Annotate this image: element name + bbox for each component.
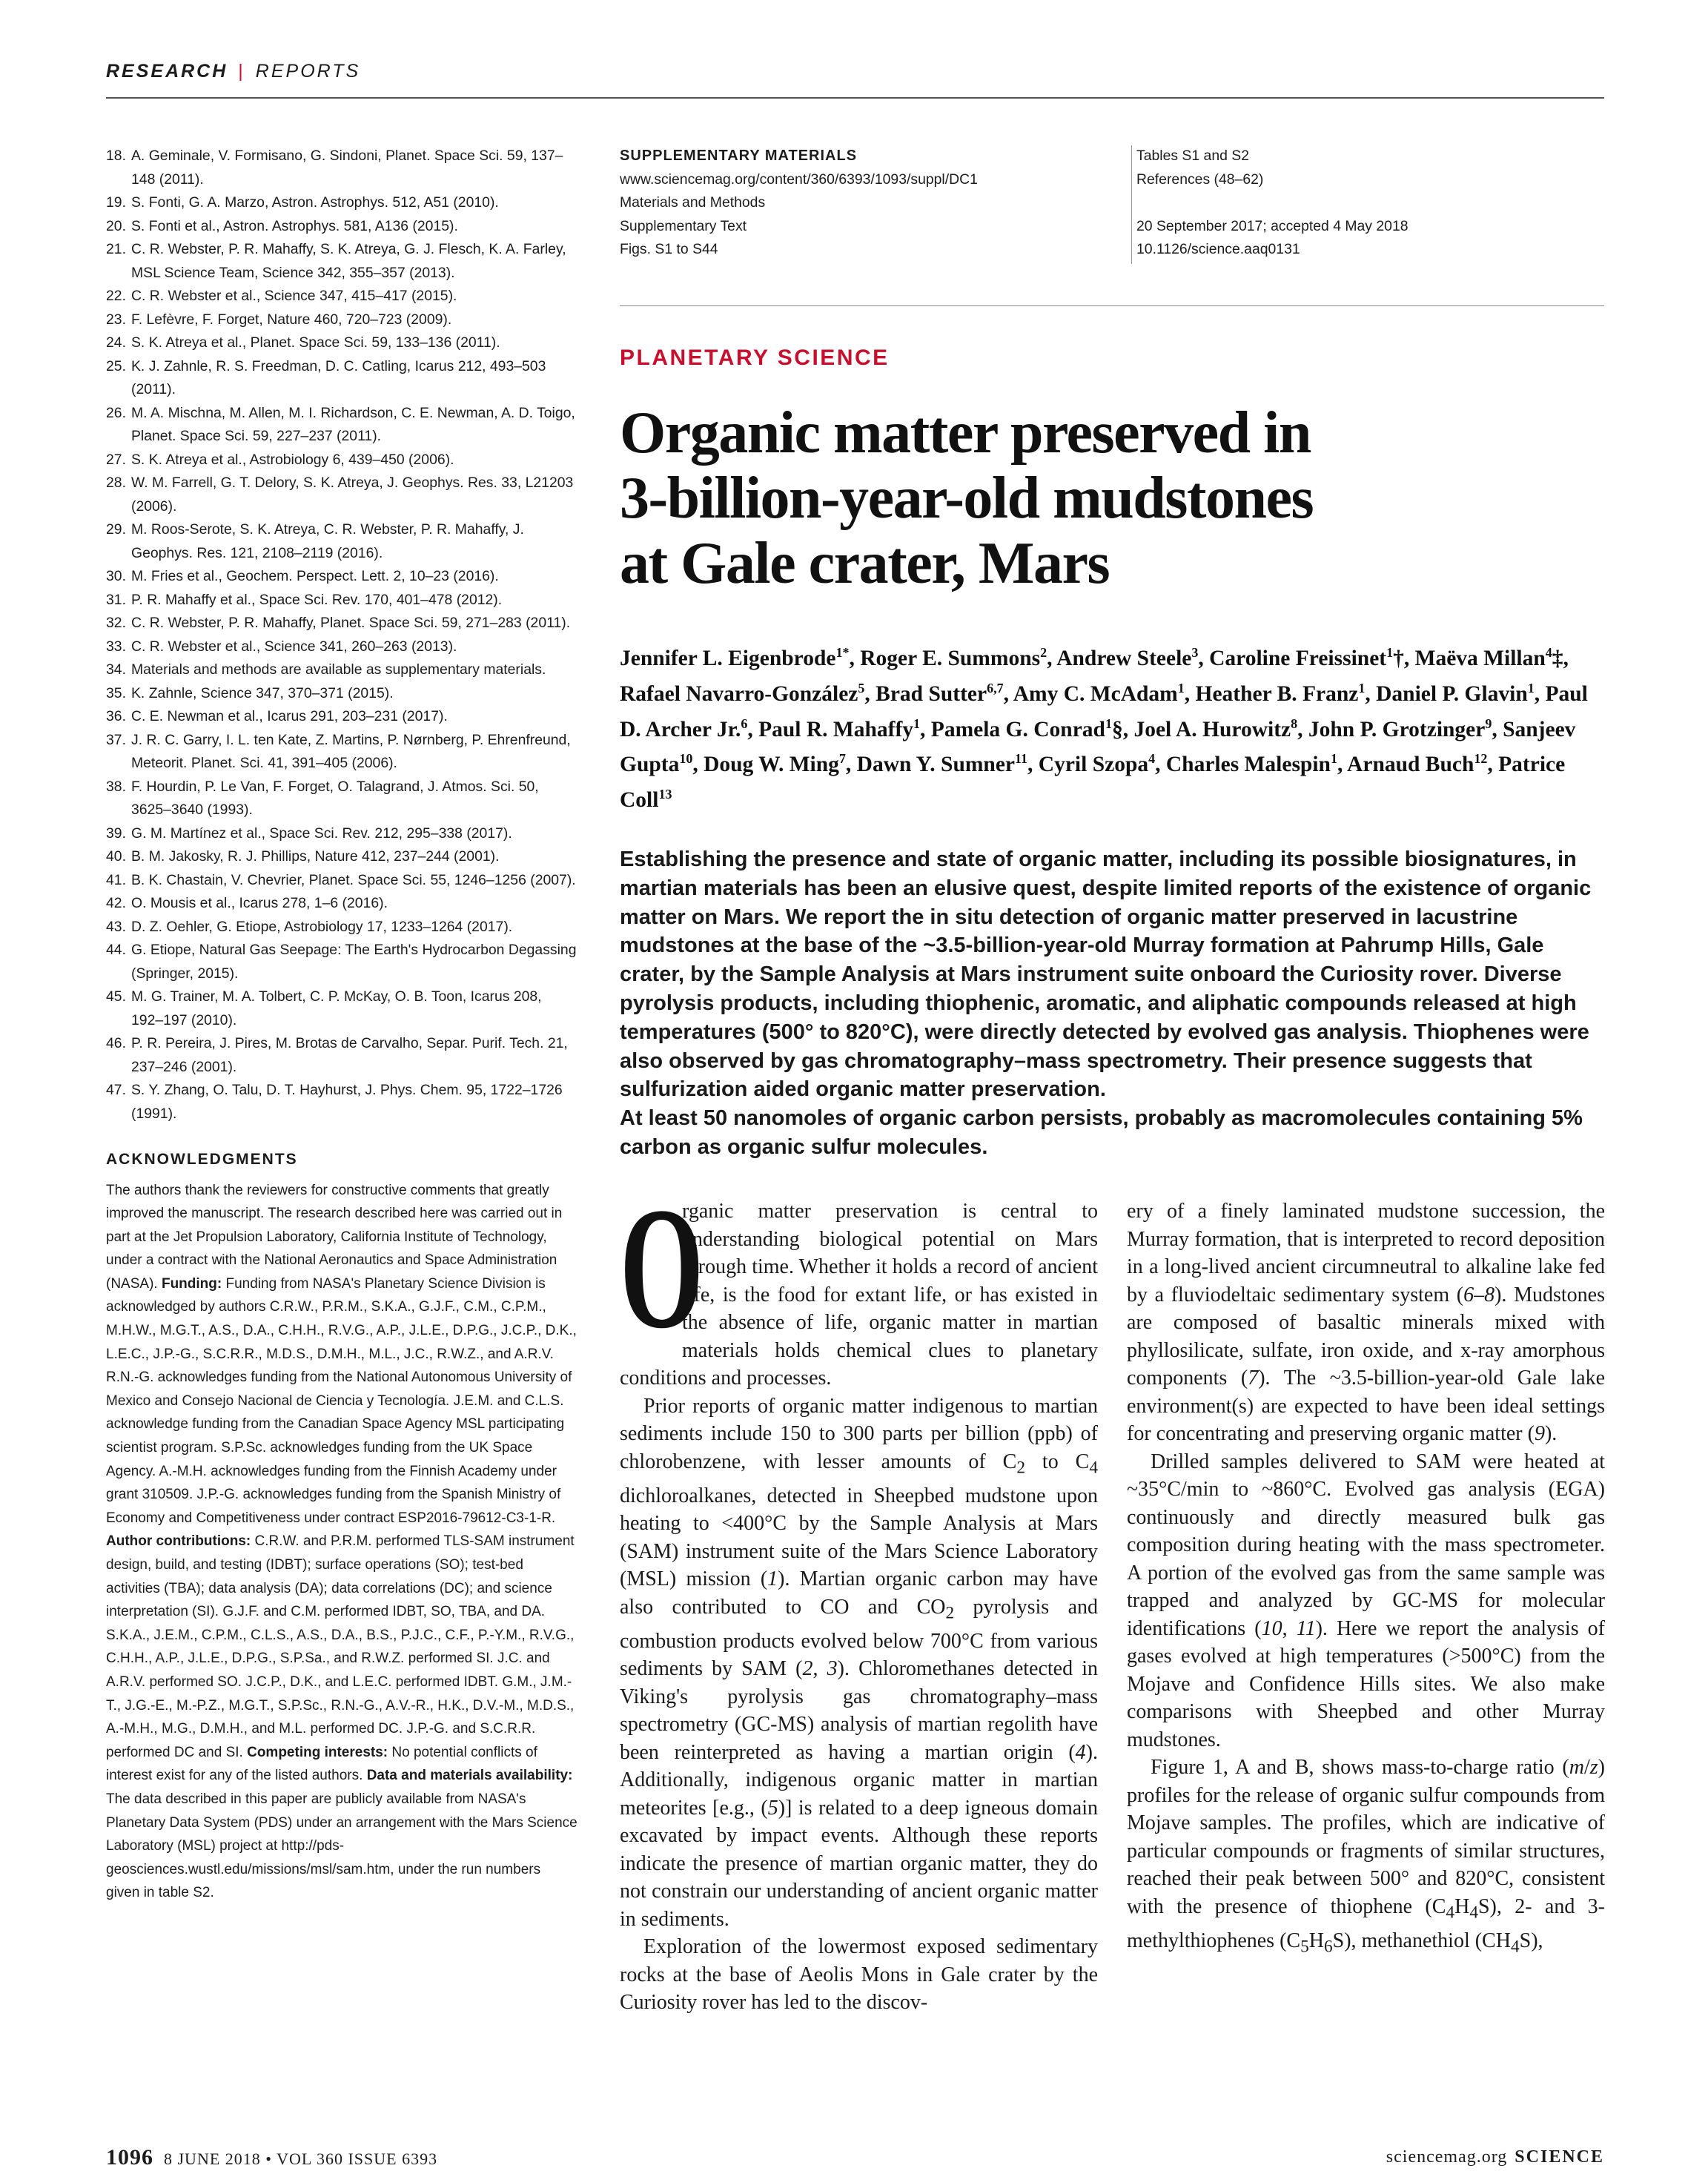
reference-number: 36. [106,708,126,724]
doi[interactable]: 10.1126/science.aaq0131 [1136,241,1300,257]
ack-competing-label: Competing interests: [247,1744,388,1760]
body-paragraph: Drilled samples delivered to SAM were heated at ~35°C/min to ~860°C. Evolved gas analysis (EGA) continuously and directly measured bulk gas composition during heating with the mass spectrometer. A portion of the evolved gas from the same sample was trapped and analyzed by GC-MS for molecular identifications (10, 11). Here we report the analysis of gases evolved at high temperatures (>500°C) from the Mojave and Confidence Hills sites. We also make comparisons with Sheepbed and other Murray mudstones. [1127,1450,1605,1751]
running-header [106,61,1604,82]
reference-item [106,145,577,191]
journal-brand: SCIENCE [1515,2147,1604,2167]
reference-item [106,308,577,332]
reference-number: 44. [106,942,126,958]
ack-funding-label: Funding: [161,1275,222,1292]
body-column-2 [1127,1197,1605,1961]
body-paragraph: O rganic matter preservation is central to understanding biological potential on Mars through time. Whether it holds a record of ancient life, is the food for extant life, or has existed in the absence of life, organic matter in martian materials holds chemical clues to planetary conditions and processes. [620,1172,1098,1390]
reference-item [106,191,577,215]
ack-contrib-label: Author contributions: [106,1533,251,1550]
reference-text: G. Etiope, Natural Gas Seepage: The Earth's Hydrocarbon Degassing (Springer, 2015). [131,942,577,982]
header-separator: | [238,61,245,82]
ack-competing: No potential conflicts of interest exist for any of the listed authors. [106,1744,537,1784]
reference-item [106,238,577,285]
reference-number: 37. [106,731,126,748]
reference-text: M. G. Trainer, M. A. Tolbert, C. P. McKay, O. B. Toon, Icarus 208, 192–197 (2010). [131,988,542,1028]
ack-data-label: Data and materials availability: [366,1768,573,1784]
abstract [620,845,1606,1162]
reference-number: 31. [106,591,126,608]
header-rule [106,97,1604,99]
reference-item [106,682,577,706]
reference-text: O. Mousis et al., Icarus 278, 1–6 (2016). [131,895,388,911]
reference-item [106,518,577,565]
reference-number: 41. [106,871,126,888]
reference-number: 42. [106,895,126,911]
reference-item [106,845,577,869]
title-line: 3-billion-year-old mudstones [620,466,1314,531]
reference-number: 33. [106,638,126,655]
body-paragraph: Prior reports of organic matter indigenous to martian sediments include 150 to 300 parts per billion (ppb) of chlorobenzene, with lesser amounts of $C_2$ to $C_4$ dichloroalkanes, detected in Sheepbed mudstone upon heating to <400°C by the Sample Analysis at Mars (SAM) instrument suite of the Mars Science Laboratory (MSL) mission (1). Martian organic carbon may have also contributed to CO and $CO_2$ pyrolysis and combustion products evolved below 700°C from various sediments by SAM (2, 3). Chloromethanes detected in Viking's pyrolysis gas chromatography–mass spectrometry (GC-MS) analysis of martian regolith have been reinterpreted as having a martian origin (4). Additionally, indigenous organic matter in martian meteorites [e.g., (5)] is related to a deep igneous domain excavated by impact events. Although these reports indicate the presence of martian organic matter, they do not constrain our understanding of ancient organic matter in sediments. [620,1394,1099,1931]
reference-number: 34. [106,661,126,678]
reference-text: C. E. Newman et al., Icarus 291, 203–231 (2017). [131,708,448,724]
reference-number: 21. [106,241,126,257]
footer-left [106,2145,437,2170]
drop-cap: O [620,1172,704,1364]
abstract-paragraph: At least 50 nanomoles of organic carbon persists, probably as macromolecules containing 5% carbon as organic sulfur molecules. [620,1106,1583,1159]
reference-number: 35. [106,684,126,701]
supplementary-line: Figs. S1 to S44 [620,241,718,257]
supplementary-materials [620,145,1109,262]
reference-item [106,705,577,729]
reference-number: 27. [106,451,126,468]
reference-item [106,892,577,916]
body-paragraph: Figure 1, A and B, shows mass-to-charge ratio (m/z) profiles for the release of organic sulfur compounds from Mojave samples. The profiles, which are indicative of particular compounds or fragments of similar structures, reached their peak between 500° and 820°C, consistent with the presence of thiophene $(C_4H_4S)$, 2- and 3-methylthiophenes $(C_5H_6S)$, methanethiol $(CH_4S)$, [1127,1756,1605,1957]
reference-number: 26. [106,404,126,421]
reference-text: S. Fonti, G. A. Marzo, Astron. Astrophys. 512, A51 (2010). [131,194,499,211]
reference-text: C. R. Webster et al., Science 341, 260–263 (2013). [131,638,457,655]
reference-item [106,355,577,402]
reference-item [106,916,577,939]
reference-item [106,985,577,1032]
acknowledgments-title: ACKNOWLEDGMENTS [106,1151,298,1168]
body-paragraph: ery of a finely laminated mudstone succession, the Murray formation, that is interpreted to record deposition in a long-lived ancient circumneutral to alkaline lake fed by a fluviodeltaic sedimentary system (6–8). Mudstones are composed of basaltic minerals mixed with phyllosilicate, sulfate, iron oxide, and x-ray amorphous components (7). The ~3.5-billion-year-old Gale lake environment(s) are expected to have been ideal settings for concentrating and preserving organic matter (9). [1127,1200,1605,1445]
page-number: 1096 [106,2145,153,2170]
supplementary-title: SUPPLEMENTARY MATERIALS [620,148,858,164]
supplementary-right [1136,145,1581,262]
reference-item [106,565,577,589]
acknowledgments-body [106,1179,577,1905]
reference-number: 22. [106,288,126,304]
reference-item [106,449,577,472]
article-kicker: PLANETARY SCIENCE [620,346,890,370]
title-line: Organic matter preserved in [620,400,1311,466]
supplementary-url[interactable]: www.sciencemag.org/content/360/6393/1093/suppl/DC1 [620,171,978,188]
reference-item [106,472,577,518]
reference-item [106,635,577,659]
reference-text: S. Y. Zhang, O. Talu, D. T. Hayhurst, J. Phys. Chem. 95, 1722–1726 (1991). [131,1082,563,1122]
reference-text: A. Geminale, V. Formisano, G. Sindoni, Planet. Space Sci. 59, 137–148 (2011). [131,148,563,188]
ack-contrib: C.R.W. and P.R.M. performed TLS-SAM instrument design, build, and testing (IDBT); surface operations (SO); test-bed activities (TBA); data analysis (DA); data correlations (DC); and science interpretation (SI). G.J.F. and C.M. performed IDBT, SO, TBA, and DA. S.K.A., J.E.M., C.P.M., C.L.S., A.S., D.A., B.S., P.J.C., C.F., P.-Y.M., R.V.G., C.H.H., A.P., J.L.E., D.P.G., S.P.Sa., and R.W.Z. performed SI. J.C. and A.R.V. performed SO. J.C.P., D.K., and L.E.C. performed IDBT. G.M., J.M.-T., J.G.-E., M.-P.Z., M.G.T., S.P.Sc., R.N.-G., A.V.-R., H.K., D.V.-M., M.D.S., A.-M.H., M.G., D.M.H., and M.L. performed DC. J.P.-G. and S.C.R.R. performed DC and SI. [106,1533,575,1760]
reference-text: W. M. Farrell, G. T. Delory, S. K. Atreya, J. Geophys. Res. 33, L21203 (2006). [131,475,574,515]
reference-item [106,729,577,776]
reference-text: F. Lefèvre, F. Forget, Nature 460, 720–723 (2009). [131,311,452,328]
supplementary-line: Supplementary Text [620,217,747,234]
supplementary-line: Materials and Methods [620,194,766,211]
reference-text: S. K. Atreya et al., Astrobiology 6, 439–450 (2006). [131,451,454,468]
left-column [106,145,577,1905]
reference-item [106,589,577,612]
reference-text: B. M. Jakosky, R. J. Phillips, Nature 412, 237–244 (2001). [131,848,500,865]
reference-text: P. R. Mahaffy et al., Space Sci. Rev. 170, 401–478 (2012). [131,591,503,608]
reference-number: 47. [106,1082,126,1098]
reference-number: 28. [106,475,126,491]
reference-text: M. Roos-Serote, S. K. Atreya, C. R. Webster, P. R. Mahaffy, J. Geophys. Res. 121, 2108–2119 (2016). [131,521,524,561]
reference-item [106,285,577,308]
body-paragraph: Exploration of the lowermost exposed sedimentary rocks at the base of Aeolis Mons in Gale crater by the Curiosity rover has led to the discov- [620,1935,1098,2015]
reference-number: 29. [106,521,126,538]
reference-number: 45. [106,988,126,1005]
reference-item [106,1079,577,1126]
title-line: at Gale crater, Mars [620,531,1110,596]
reference-text: M. A. Mischna, M. Allen, M. I. Richardson, C. E. Newman, A. D. Toigo, Planet. Space Sci. 59, 227–237 (2011). [131,404,575,444]
reference-text: K. J. Zahnle, R. S. Freedman, D. C. Catling, Icarus 212, 493–503 (2011). [131,357,546,397]
reference-item [106,776,577,822]
reference-text: P. R. Pereira, J. Pires, M. Brotas de Carvalho, Separ. Purif. Tech. 21, 237–246 (2001). [131,1035,568,1075]
reference-number: 32. [106,615,126,631]
reference-text: G. M. Martínez et al., Space Sci. Rev. 212, 295–338 (2017). [131,825,512,842]
supplementary-line: References (48–62) [1136,171,1264,188]
supplementary-divider [1131,145,1132,264]
reference-number: 30. [106,568,126,584]
reference-number: 23. [106,311,126,328]
reference-item [106,822,577,846]
reference-number: 20. [106,217,126,234]
reference-item [106,658,577,682]
ack-intro: The authors thank the reviewers for constructive comments that greatly improved the manuscript. The research described here was carried out in part at the Jet Propulsion Laboratory, California Institute of Technology, under a contract with the National Aeronautics and Space Administration (NASA). [106,1182,563,1292]
issue-info: 8 JUNE 2018 • VOL 360 ISSUE 6393 [164,2150,438,2168]
reference-text: F. Hourdin, P. Le Van, F. Forget, O. Talagrand, J. Atmos. Sci. 50, 3625–3640 (1993). [131,778,539,818]
footer-right [1386,2147,1604,2167]
article-title [620,400,1583,596]
reference-list [106,145,577,1126]
abstract-paragraph: Establishing the presence and state of organic matter, including its possible biosignatures, in martian materials has been an elusive quest, despite limited reports of the existence of organic matter on Mars. We report the in situ detection of organic matter preserved in lacustrine mudstones at the base of the ~3.5-billion-year-old Murray formation at Pahrump Hills, Gale crater, by the Sample Analysis at Mars instrument suite onboard the Curiosity rover. Diverse pyrolysis products, including thiophenic, aromatic, and aliphatic compounds released at high temperatures (500° to 820°C), were directly detected by evolved gas analysis. Thiophenes were also observed by gas chromatography–mass spectrometry. Their presence suggests that sulfurization aided organic matter preservation. [620,848,1592,1102]
reference-item [106,939,577,985]
reference-number: 18. [106,148,126,164]
reference-item [106,215,577,239]
reference-text: J. R. C. Garry, I. L. ten Kate, Z. Martins, P. Nørnberg, P. Ehrenfreund, Meteorit. Planet. Sci. 41, 391–405 (2006). [131,731,571,771]
reference-number: 46. [106,1035,126,1051]
reference-text: M. Fries et al., Geochem. Perspect. Lett. 2, 10–23 (2016). [131,568,499,584]
ack-funding: Funding from NASA's Planetary Science Division is acknowledged by authors C.R.W., P.R.M., S.K.A., G.J.F., C.M., C.P.M., M.H.W., M.G.T., A.S., D.A., C.H.H., R.V.G., A.P., J.L.E., D.P.G., J.C.P., D.K., L.E.C., J.P.-G., S.C.R.R., M.D.S., D.M.H., M.L., J.C., R.W.Z., and A.R.V. R.N.-G. acknowledges funding from the National Autonomous University of Mexico and Consejo Nacional de Ciencia y Tecnología. J.E.M. and C.L.S. acknowledge funding from the Canadian Space Agency MSL participating scientist program. S.P.Sc. acknowledges funding from the UK Space Agency. A.-M.H. acknowledges funding from the Finnish Academy under grant 310509. J.P.-G. acknowledges funding from the Spanish Ministry of Economy and Competitiveness under contract ESP2016-79612-C3-1-R. [106,1275,577,1526]
reference-item [106,612,577,635]
reference-number: 24. [106,334,126,351]
reference-item [106,1032,577,1079]
section-label: RESEARCH [106,61,228,82]
supplementary-line: Tables S1 and S2 [1136,148,1249,164]
subsection-label: REPORTS [255,61,361,82]
reference-number: 39. [106,825,126,842]
reference-item [106,331,577,355]
body-column-1 [620,1172,1099,2017]
reference-number: 43. [106,918,126,935]
reference-item [106,402,577,449]
reference-text: C. R. Webster et al., Science 347, 415–417 (2015). [131,288,457,304]
reference-item [106,869,577,893]
reference-text: S. K. Atreya et al., Planet. Space Sci. 59, 133–136 (2011). [131,334,500,351]
author-list: Jennifer L. Eigenbrode$^{1*}$, Roger E. Summons$^2$, Andrew Steele$^3$, Caroline Freissinet$^1$†, Maëva Millan$^4$‡, Rafael Navarro-González$^5$, Brad Sutter$^{6,7}$, Amy C. McAdam$^1$, Heather B. Franz$^1$, Daniel P. Glavin$^1$, Paul D. Archer Jr.$^6$, Paul R. Mahaffy$^1$, Pamela G. Conrad$^1$§, Joel A. Hurowitz$^8$, John P. Grotzinger$^9$, Sanjeev Gupta$^{10}$, Doug W. Ming$^7$, Dawn Y. Sumner$^{11}$, Cyril Szopa$^4$, Charles Malespin$^1$, Arnaud Buch$^{12}$, Patrice Coll$^{13}$ [620,645,1588,813]
reference-number: 19. [106,194,126,211]
reference-text: D. Z. Oehler, G. Etiope, Astrobiology 17, 1233–1264 (2017). [131,918,513,935]
footer-site[interactable]: sciencemag.org [1386,2147,1508,2167]
reference-text: C. R. Webster, P. R. Mahaffy, Planet. Space Sci. 59, 271–283 (2011). [131,615,571,631]
reference-text: B. K. Chastain, V. Chevrier, Planet. Space Sci. 55, 1246–1256 (2007). [131,871,576,888]
reference-number: 38. [106,778,126,795]
reference-text: K. Zahnle, Science 347, 370–371 (2015). [131,684,394,701]
ack-data: The data described in this paper are publicly available from NASA's Planetary Data System (PDS) under an arrangement with the Mars Science Laboratory (MSL) project at http://pds-geosciences.wustl.edu/missions/msl/sam.htm, under the run numbers given in table S2. [106,1791,577,1901]
reference-text: S. Fonti et al., Astron. Astrophys. 581, A136 (2015). [131,217,458,234]
reference-number: 25. [106,357,126,374]
reference-number: 40. [106,848,126,865]
reference-text: C. R. Webster, P. R. Mahaffy, S. K. Atreya, G. J. Flesch, K. A. Farley, MSL Science Team, Science 342, 355–357 (2013). [131,241,566,281]
reference-text: Materials and methods are available as supplementary materials. [131,661,546,678]
received-accepted-dates: 20 September 2017; accepted 4 May 2018 [1136,217,1409,234]
section-rule [620,305,1604,306]
